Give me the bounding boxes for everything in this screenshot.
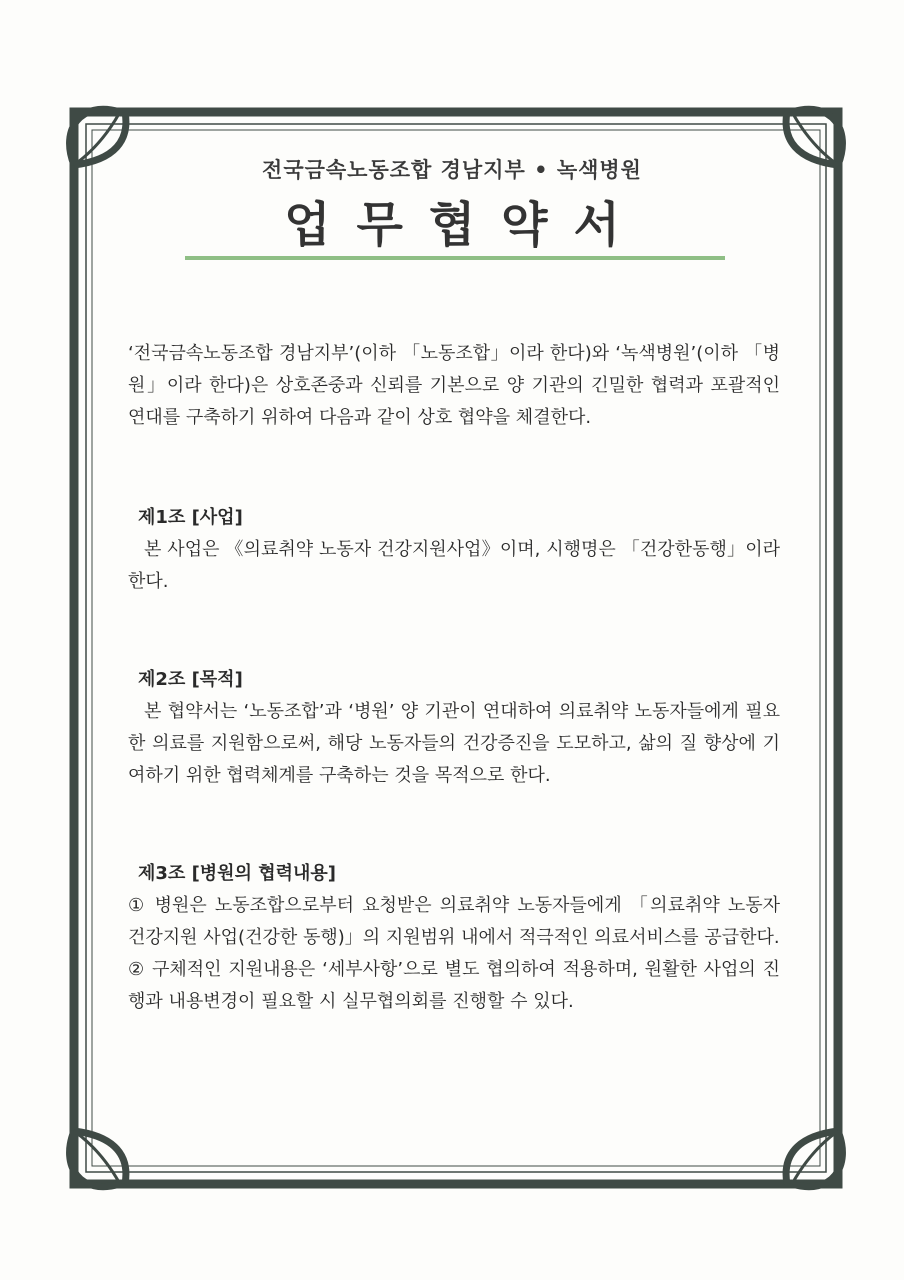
article-paragraph: 본 협약서는 ‘노동조합’과 ‘병원’ 양 기관이 연대하여 의료취약 노동자들에게 필요한 의료를 지원함으로써, 해당 노동자들의 건강증진을 도모하고, 삶의 질 향상에 기여하기 위한 협력체계를 구축하는 것을 목적으로 한다. <box>128 701 780 786</box>
article-paragraph: 본 사업은 《의료취약 노동자 건강지원사업》이며, 시행명은 「건강한동행」이라 한다. <box>128 539 780 592</box>
article-paragraph: ① 병원은 노동조합으로부터 요청받은 의료취약 노동자들에게 「의료취약 노동자 건강지원 사업(건강한 동행)」의 지원범위 내에서 적극적인 의료서비스를 공급한다. <box>128 895 780 948</box>
article-2 <box>128 666 780 792</box>
article-heading: 제1조 [사업] <box>138 507 243 528</box>
article-heading: 제2조 [목적] <box>138 669 243 690</box>
article-paragraph: ② 구체적인 지원내용은 ‘세부사항’으로 별도 협의하여 적용하며, 원활한 사업의 진행과 내용변경이 필요할 시 실무협의회를 진행할 수 있다. <box>128 959 780 1012</box>
title-divider <box>185 256 725 260</box>
article-1 <box>128 504 780 598</box>
intro-paragraph: ‘전국금속노동조합 경남지부’(이하 「노동조합」이라 한다)와 ‘녹색병원’(이하 「병원」이라 한다)은 상호존중과 신뢰를 기본으로 양 기관의 긴밀한 협력과 포괄적인 연대를 구축하기 위하여 다음과 같이 상호 협약을 체결한다. <box>128 343 780 428</box>
article-3 <box>128 860 780 1018</box>
document-subtitle: 전국금속노동조합 경남지부 • 녹색병원 <box>262 158 642 182</box>
document-body <box>128 338 780 1018</box>
article-heading: 제3조 [병원의 협력내용] <box>138 863 337 884</box>
document-title: 업무협약서 <box>284 197 646 253</box>
